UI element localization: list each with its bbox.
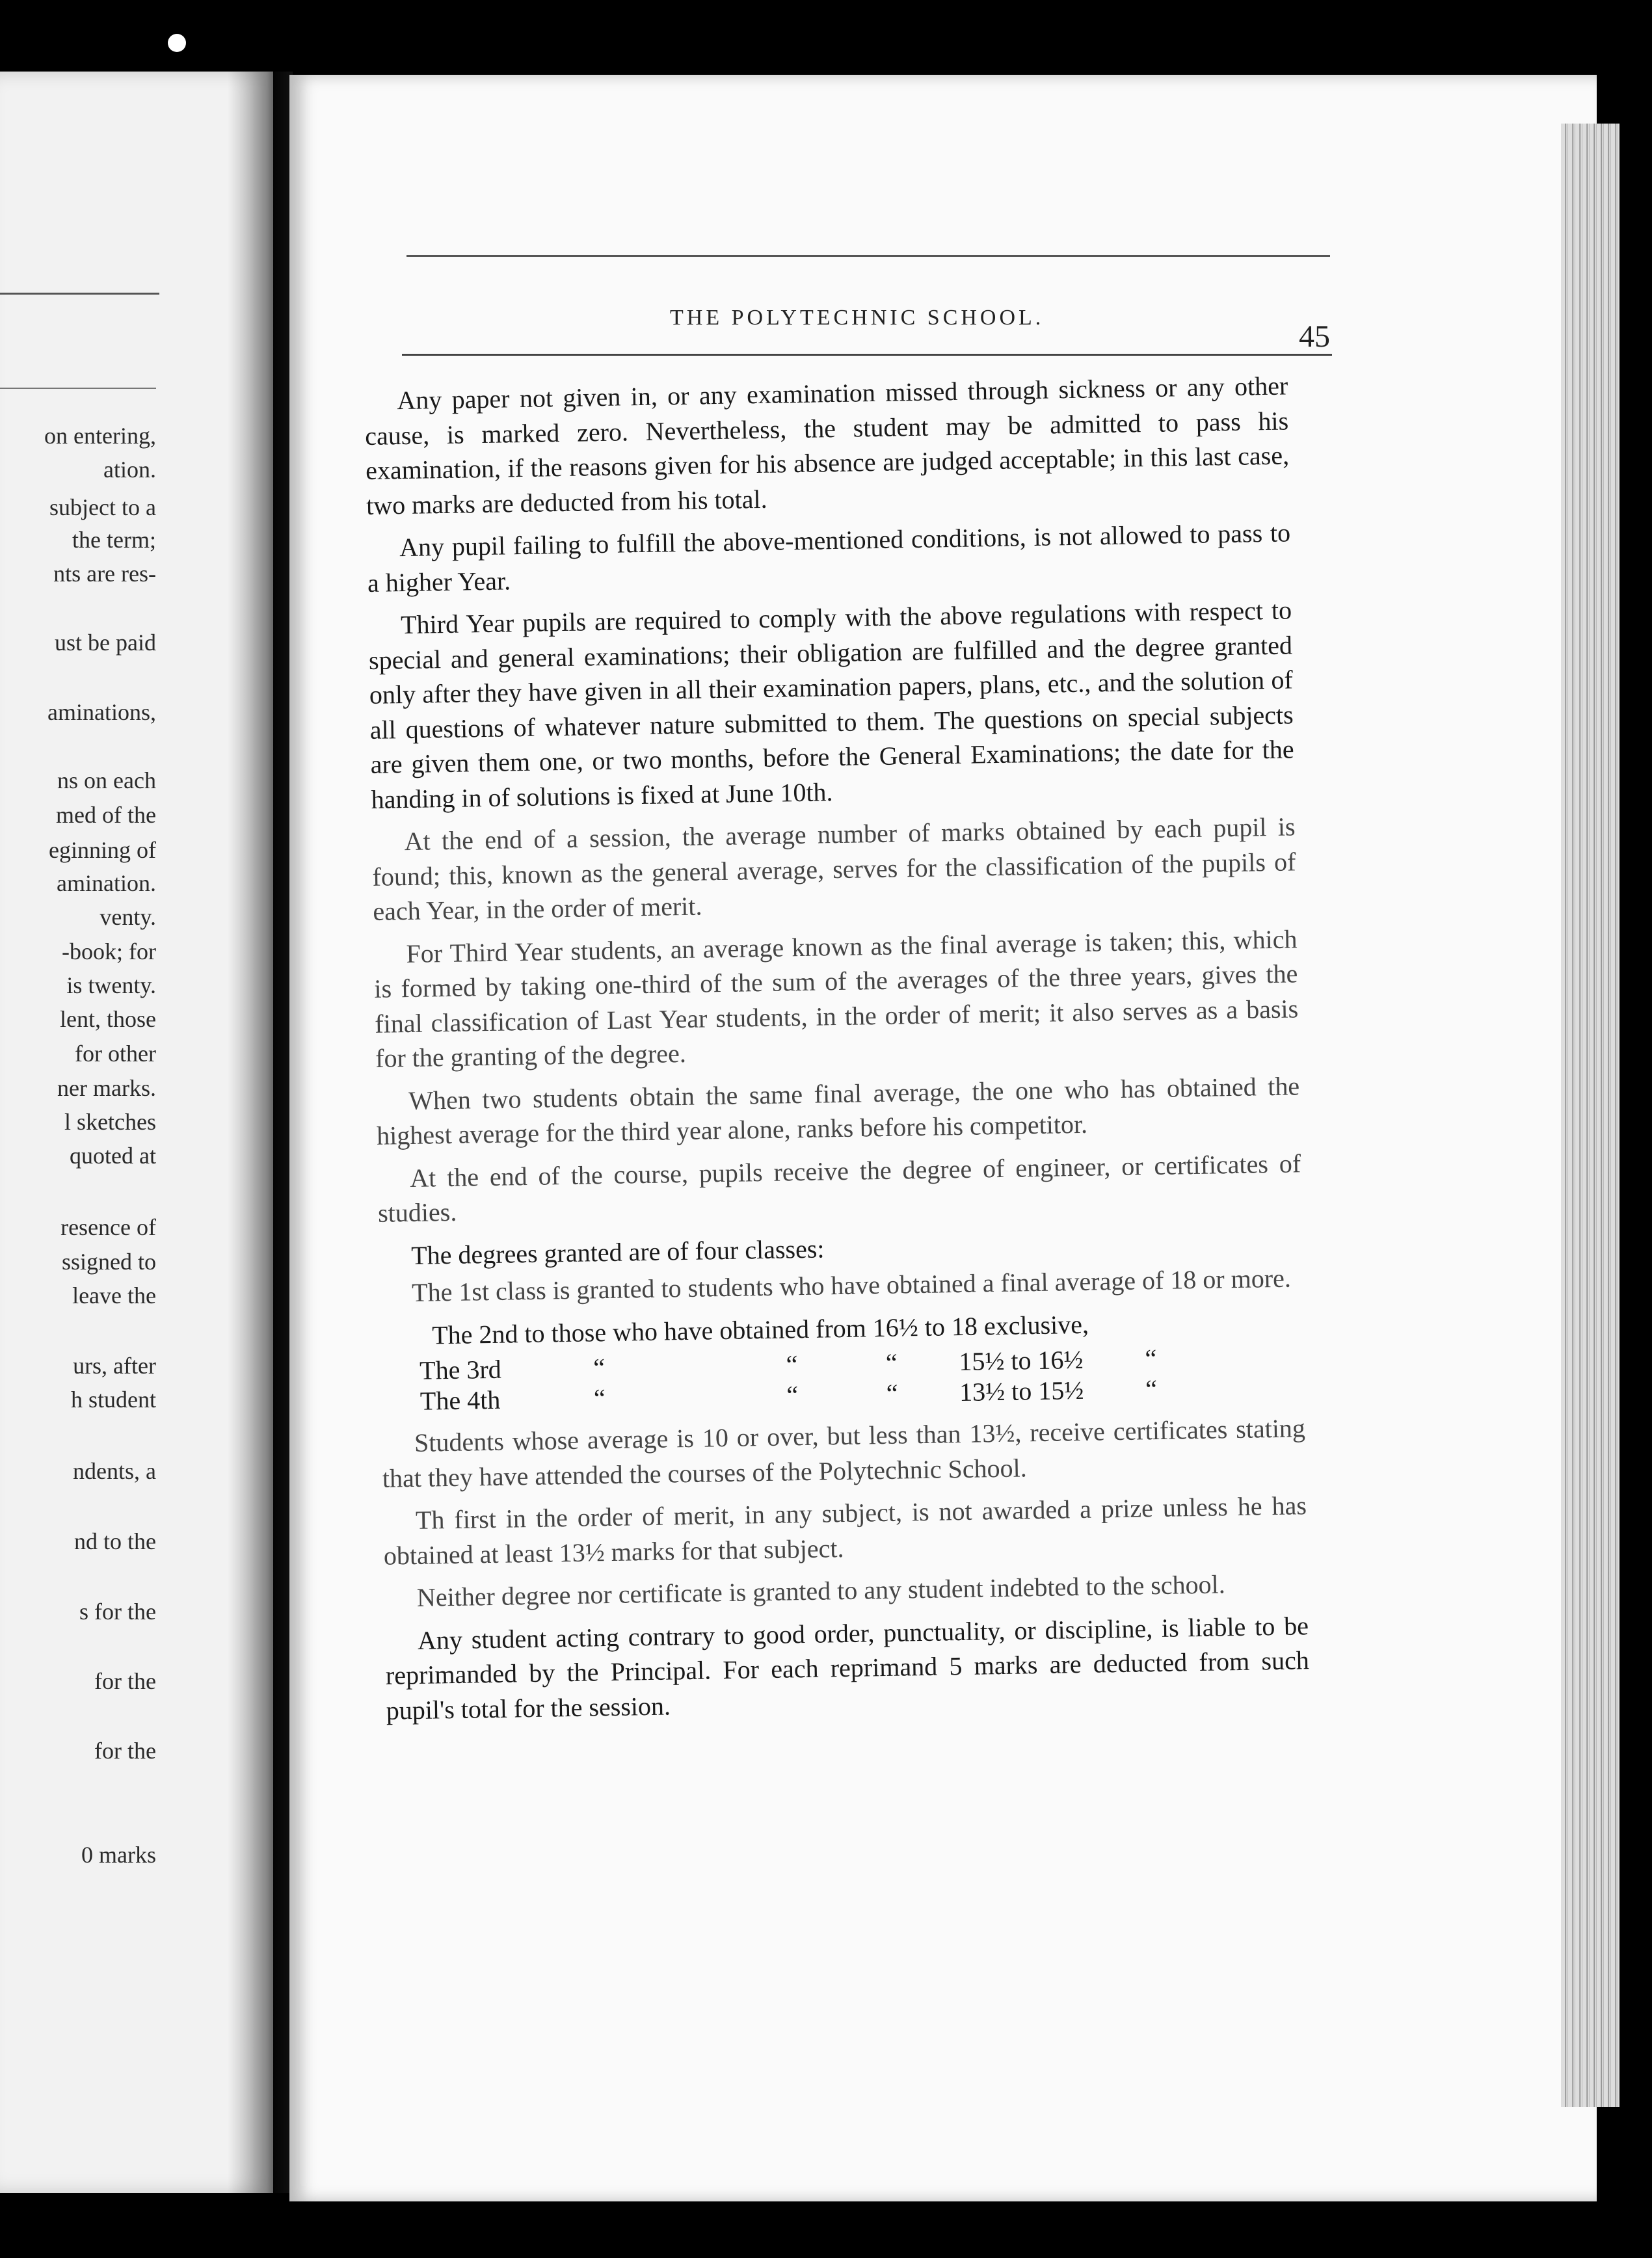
paragraph: For Third Year students, an average known as the final average is taken; this, which is formed by taking one-third of the sum of the averages of the three years, gives the final classification of Last Year students, in the order of merit; it also serves as a basis for the granting of the degree. (374, 923, 1299, 1073)
ditto-mark: “ (886, 1378, 898, 1408)
paragraph: Third Year pupils are required to comply with the above regulations with respect to special and general examinations; their obligation are fulfilled and the degree granted only after they have given in all their examination papers, plans, etc., and the solution of all questions of whatever nature submitted to them. The questions on special subjects are given them one, or two months, before the General Examinations; the date for the handing in of solutions is fixed at June 10th. (368, 595, 1294, 814)
paragraph: Any paper not given in, or any examination missed through sickness or any other cause, is marked zero. Nevertheless, the student may be admitted to pass his examination, if the reasons given for his absence are judged acceptable; in this last case, two marks are deducted from his total. (364, 371, 1290, 520)
left-page-text-fragments (0, 72, 156, 2193)
paragraph: When two students obtain the same final average, the one who has obtained the highest average for the third year alone, ranks before his competitor. (376, 1070, 1300, 1150)
left-page-fragment: ation. (103, 457, 156, 483)
left-page-fragment: ndents, a (73, 1458, 156, 1484)
paragraph: At the end of a session, the average number of marks obtained by each pupil is found; this, known as the general average, serves for the classification of the pupils of each Year, in the order of merit. (372, 812, 1296, 926)
left-page-fragment: on entering, (44, 423, 156, 449)
paragraph: Neither degree nor certificate is granted to any student indebted to the school. (416, 1569, 1226, 1612)
page-edges (1561, 124, 1619, 2107)
left-page-fragment: ssigned to (61, 1249, 156, 1275)
left-page-fragment: resence of (60, 1214, 156, 1240)
header-rule (406, 255, 1330, 257)
running-head: THE POLYTECHNIC SCHOOL. (670, 306, 1045, 330)
paragraph: Th first in the order of merit, in any subject, is not awarded a prize unless he has obtained at least 13½ marks for that subject. (383, 1491, 1307, 1571)
degree-classes-table (380, 1341, 1279, 1417)
ditto-mark: “ (786, 1349, 798, 1379)
left-page-fragment: subject to a (49, 494, 156, 520)
left-page-fragment: leave the (72, 1282, 156, 1308)
ditto-mark: “ (786, 1380, 799, 1410)
left-page-fragment: amination. (57, 870, 156, 896)
degrees-intro: The degrees granted are of four classes: (410, 1233, 825, 1270)
left-page-fragment: 0 marks (81, 1842, 156, 1868)
left-page-fragment: h student (71, 1387, 156, 1413)
degree-label: The 3rd (419, 1354, 502, 1385)
left-page-fragment: med of the (56, 802, 156, 828)
second-class-degree: The 2nd to those who have obtained from 16½ to 18 exclusive, (431, 1309, 1089, 1349)
left-page-fragment: venty. (100, 904, 156, 930)
left-page-fragment: nd to the (74, 1528, 156, 1554)
ditto-mark: “ (1145, 1374, 1158, 1404)
left-page-fragment: ust be paid (55, 630, 156, 656)
left-page-fragment: urs, after (73, 1353, 156, 1379)
ditto-mark: “ (593, 1353, 606, 1383)
degree-range: 13½ to 15½ (959, 1375, 1084, 1407)
left-page-fragment: lent, those (60, 1006, 156, 1032)
left-page-fragment: quoted at (70, 1143, 156, 1169)
book-gutter (228, 72, 293, 2193)
left-page-fragment: s for the (79, 1599, 156, 1625)
page-body (364, 368, 1310, 1735)
page-number: 45 (1299, 319, 1330, 354)
ditto-mark: “ (593, 1383, 606, 1413)
paragraph: Any student acting contrary to good order, punctuality, or discipline, is liable to be reprimanded by the Principal. For each reprimand 5 marks are deducted from such pupil's total for the session. (385, 1610, 1310, 1725)
left-page-fragment: the term; (72, 527, 156, 553)
left-page-fragment: eginning of (49, 837, 156, 863)
paragraph: Any pupil failing to fulfill the above-mentioned conditions, is not allowed to pass to a higher Year. (367, 518, 1291, 598)
dust-speck (168, 34, 186, 52)
header-rule (402, 354, 1332, 356)
ditto-mark: “ (1145, 1344, 1157, 1374)
degree-label: The 4th (420, 1385, 501, 1416)
left-page-fragment: is twenty. (66, 972, 156, 998)
left-page-fragment: l sketches (64, 1109, 156, 1135)
paragraph: At the end of the course, pupils receive the degree of engineer, or certificates of studies. (377, 1148, 1301, 1228)
first-class-degree: The 1st class is granted to students who have obtained a final average of 18 or more. (411, 1263, 1292, 1307)
ditto-mark: “ (885, 1348, 898, 1377)
left-page-fragment: -book; for (62, 938, 156, 964)
left-page-fragment: for the (94, 1668, 156, 1694)
left-page-fragment: ner marks. (57, 1075, 156, 1101)
left-page-fragment: aminations, (47, 699, 156, 725)
degree-range: 15½ to 16½ (958, 1344, 1084, 1377)
paragraph: Students whose average is 10 or over, but less than 13½, receive certificates stating that they have attended the courses of the Polytechnic School. (382, 1413, 1306, 1493)
left-page-fragment: ns on each (57, 767, 156, 793)
left-page-fragment: for other (75, 1041, 156, 1067)
left-page-fragment: for the (94, 1738, 156, 1764)
left-page-fragment: nts are res- (53, 561, 156, 587)
